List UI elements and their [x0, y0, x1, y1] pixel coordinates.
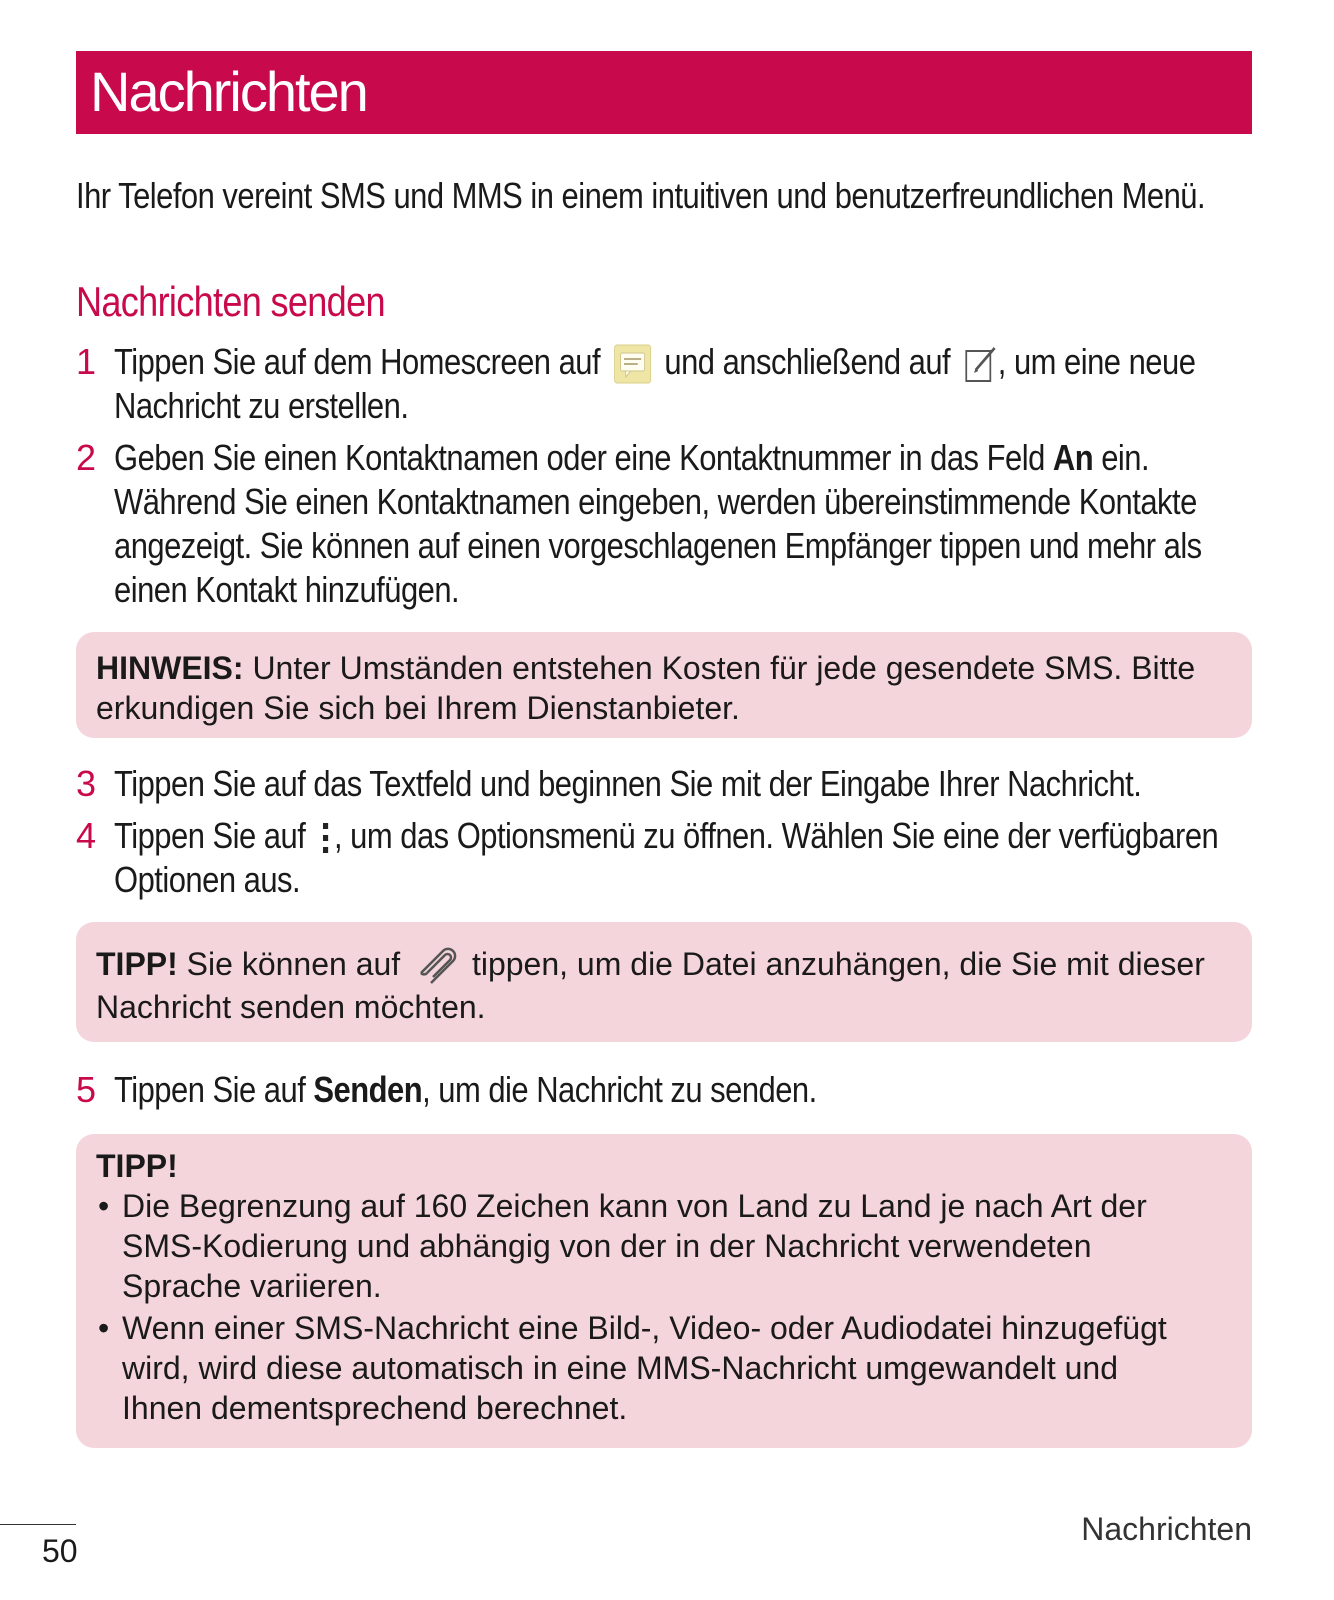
step-number: 2 [76, 437, 96, 478]
step-number: 3 [76, 763, 96, 804]
tip-label: TIPP! [96, 946, 178, 982]
intro-text [76, 174, 1334, 218]
tip-text: wird, wird diese automatisch in eine MMS-Nachricht umgewandelt und [122, 1350, 1118, 1386]
step-number: 4 [76, 815, 96, 856]
field-name-to: An [1052, 437, 1094, 478]
tip-sms-limits [76, 1134, 1252, 1448]
step-number: 5 [76, 1069, 96, 1110]
step-text: ein. [1101, 437, 1150, 478]
step-body [114, 340, 1334, 428]
tip-text: Sie können auf [186, 946, 401, 982]
step-text: , um das Optionsmenü zu öffnen. Wählen Sie eine der verfügbaren [334, 815, 1219, 856]
step-text: Nachricht zu erstellen. [114, 385, 409, 426]
step-text: Tippen Sie auf [114, 1069, 306, 1110]
chapter-title-bar [76, 51, 1252, 134]
tip-bullet: • Wenn einer SMS-Nachricht eine Bild-, Video- oder Audiodatei hinzugefügt wird, wird diese automatisch in eine MMS-Nachricht umgewandelt und Ihnen dementsprechend berechnet. [96, 1308, 1232, 1428]
note-text: Unter Umständen entstehen Kosten für jede gesendete SMS. Bitte [252, 650, 1196, 686]
step-body [114, 814, 1334, 902]
send-label: Senden [313, 1069, 423, 1110]
step-text: Optionen aus. [114, 859, 301, 900]
intro-line: Ihr Telefon vereint SMS und MMS in einem intuitiven und benutzerfreundlichen Menü. [76, 175, 1206, 216]
step-text: , um eine neue [997, 341, 1196, 382]
tip-text: Sprache variieren. [122, 1268, 382, 1304]
step-number: 1 [76, 341, 96, 382]
compose-icon [963, 344, 997, 384]
step-text: Geben Sie einen Kontaktnamen oder eine Kontaktnummer in das Feld [114, 437, 1045, 478]
step-text: Tippen Sie auf dem Homescreen auf [114, 341, 601, 382]
step-text: , um die Nachricht zu senden. [422, 1069, 817, 1110]
more-options-icon [319, 819, 333, 857]
tip-label: TIPP! [96, 1148, 178, 1184]
section-heading [76, 277, 435, 327]
step-text: Tippen Sie auf das Textfeld und beginnen Sie mit der Eingabe Ihrer Nachricht. [114, 763, 1142, 804]
tip-text: SMS-Kodierung und abhängig von der in der Nachricht verwendeten [122, 1228, 1092, 1264]
section-heading-text: Nachrichten senden [76, 278, 385, 325]
hinweis-note [76, 632, 1252, 738]
page-number: 50 [42, 1533, 78, 1569]
tip-bullet: • Die Begrenzung auf 160 Zeichen kann von Land zu Land je nach Art der SMS-Kodierung und abhängig von der in der Nachricht verwendeten Sprache variieren. [96, 1186, 1232, 1306]
tip-attachment [76, 922, 1252, 1042]
step-body [114, 436, 1334, 612]
note-label: HINWEIS: [96, 650, 244, 686]
tip-text: Nachricht senden möchten. [96, 988, 486, 1025]
paperclip-icon [413, 947, 459, 987]
footer-divider [0, 1524, 76, 1525]
tip-text: Die Begrenzung auf 160 Zeichen kann von Land zu Land je nach Art der [122, 1188, 1147, 1224]
note-text: erkundigen Sie sich bei Ihrem Dienstanbieter. [96, 690, 740, 726]
step-text: einen Kontakt hinzufügen. [114, 569, 460, 610]
tip-text: Ihnen dementsprechend berechnet. [122, 1390, 628, 1426]
step-text: angezeigt. Sie können auf einen vorgeschlagenen Empfänger tippen und mehr als [114, 525, 1202, 566]
tip-text: tippen, um die Datei anzuhängen, die Sie mit dieser [471, 946, 1205, 982]
step-body [114, 762, 1309, 806]
tip-text: Wenn einer SMS-Nachricht eine Bild-, Video- oder Audiodatei hinzugefügt [122, 1310, 1167, 1346]
step-text: Tippen Sie auf [114, 815, 306, 856]
footer-section-title: Nachrichten [1081, 1511, 1252, 1547]
step-text: Während Sie einen Kontaktnamen eingeben, werden übereinstimmende Kontakte [114, 481, 1197, 522]
messaging-app-icon [613, 344, 651, 384]
step-body [114, 1068, 931, 1112]
step-text: und anschließend auf [664, 341, 951, 382]
chapter-title: Nachrichten [90, 60, 367, 123]
